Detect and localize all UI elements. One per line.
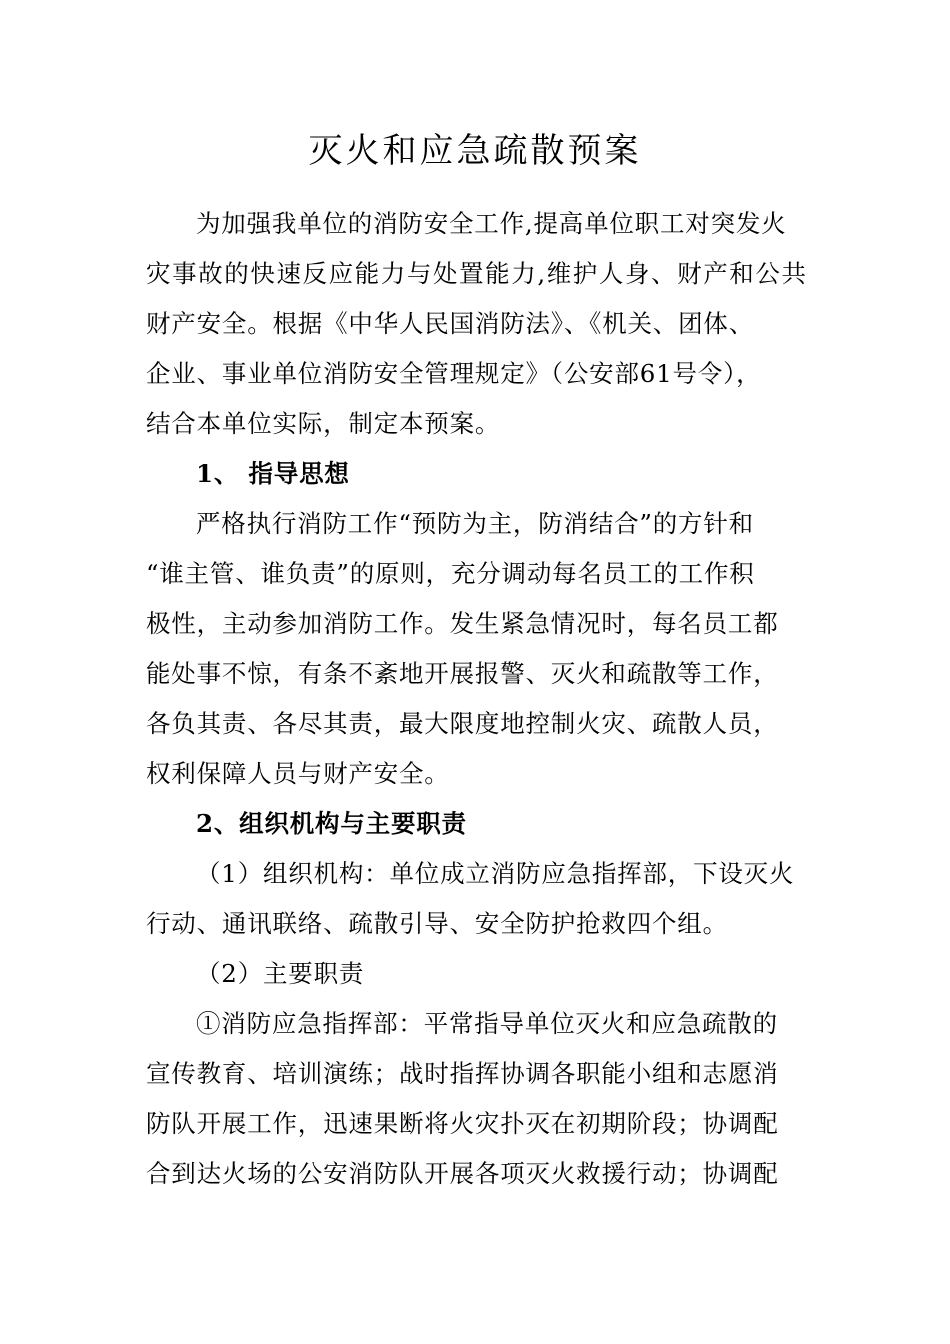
paragraph-line: 极性，主动参加消防工作。发生紧急情况时，每名员工都 — [146, 609, 779, 638]
paragraph-line: 权利保障人员与财产安全。 — [146, 759, 450, 788]
paragraph-line: 财产安全。根据《中华人民国消防法》、《机关、团体、 — [146, 309, 754, 338]
paragraph-line: 为加强我单位的消防安全工作,提高单位职工对突发火 — [196, 209, 787, 238]
paragraph-line: 合到达火场的公安消防队开展各项灭火救援行动；协调配 — [146, 1159, 779, 1188]
paragraph-line: 能处事不惊，有条不紊地开展报警、灭火和疏散等工作， — [146, 659, 779, 688]
paragraph-line: （1）组织机构：单位成立消防应急指挥部，下设灭火 — [196, 859, 795, 888]
paragraph-line: 结合本单位实际，制定本预案。 — [146, 409, 501, 438]
paragraph-line: 严格执行消防工作“预防为主，防消结合”的方针和 — [196, 509, 754, 538]
paragraph-line: 宣传教育、培训演练；战时指挥协调各职能小组和志愿消 — [146, 1059, 779, 1088]
paragraph-line: 各负其责、各尽其责，最大限度地控制火灾、疏散人员， — [146, 709, 779, 738]
section-heading: 1、 指导思想 — [196, 459, 350, 488]
paragraph-line: 防队开展工作，迅速果断将火灾扑灭在初期阶段；协调配 — [146, 1109, 779, 1138]
paragraph-line: “谁主管、谁负责”的原则，充分调动每名员工的工作积 — [146, 559, 755, 588]
paragraph-line: 行动、通讯联络、疏散引导、安全防护抢救四个组。 — [146, 909, 728, 938]
paragraph-line: 企业、事业单位消防安全管理规定》（公安部61号令）， — [146, 359, 762, 388]
subsection-heading: （2）主要职责 — [196, 959, 365, 988]
document-title: 灭火和应急疏散预案 — [308, 131, 642, 171]
paragraph-line: ①消防应急指挥部：平常指导单位灭火和应急疏散的 — [196, 1009, 778, 1038]
section-heading: 2、组织机构与主要职责 — [196, 809, 467, 838]
paragraph-line: 灾事故的快速反应能力与处置能力,维护人身、财产和公共 — [146, 259, 806, 288]
